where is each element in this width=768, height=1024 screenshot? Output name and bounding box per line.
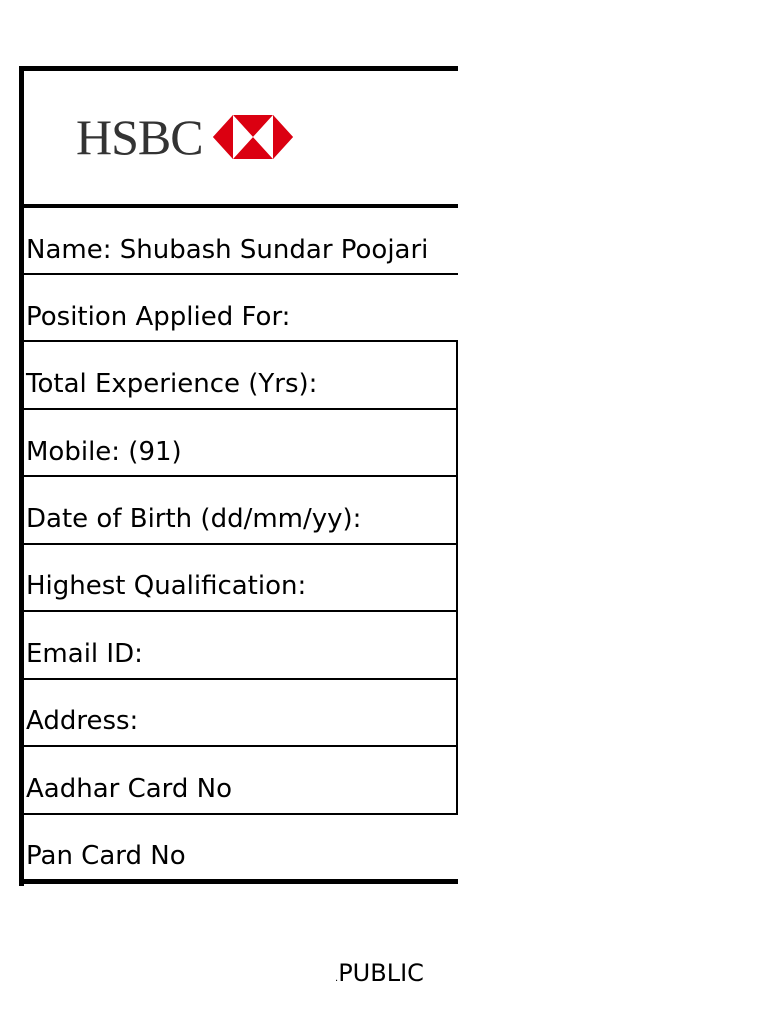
field-label: Address: bbox=[26, 706, 139, 736]
row-divider bbox=[24, 813, 458, 815]
field-label: Email ID: bbox=[26, 639, 143, 669]
hsbc-hexagon-icon bbox=[213, 115, 293, 159]
field-label: Highest Qualification: bbox=[26, 571, 307, 601]
row-divider bbox=[24, 610, 458, 612]
field-experience bbox=[24, 342, 457, 409]
form-right-border bbox=[456, 340, 458, 815]
application-form bbox=[19, 66, 458, 886]
field-name bbox=[24, 208, 457, 275]
field-email bbox=[24, 612, 457, 679]
field-label: Mobile: (91) bbox=[26, 437, 182, 467]
logo-text: HSBC bbox=[76, 109, 203, 165]
row-divider bbox=[24, 340, 458, 342]
row-divider bbox=[24, 475, 458, 477]
classification-footer bbox=[335, 958, 424, 994]
field-label: Date of Birth (dd/mm/yy): bbox=[26, 504, 362, 534]
field-address bbox=[24, 679, 457, 746]
logo-area bbox=[24, 71, 458, 205]
field-dob bbox=[24, 477, 457, 544]
footer-label: PUBLIC bbox=[338, 959, 424, 987]
field-mobile bbox=[24, 410, 457, 477]
field-aadhar bbox=[24, 747, 457, 814]
field-qualification bbox=[24, 544, 457, 611]
row-divider bbox=[24, 678, 458, 680]
field-position bbox=[24, 275, 457, 342]
row-divider bbox=[24, 543, 458, 545]
field-label: Pan Card No bbox=[26, 841, 186, 871]
field-pan bbox=[24, 814, 457, 881]
row-divider bbox=[24, 273, 458, 275]
form-bottom-border bbox=[19, 879, 458, 884]
hsbc-logo bbox=[76, 109, 293, 165]
row-divider bbox=[24, 408, 458, 410]
field-label: Name: Shubash Sundar Poojari bbox=[26, 235, 429, 265]
footer-prefix: . bbox=[335, 973, 339, 984]
row-divider bbox=[24, 745, 458, 747]
field-label: Total Experience (Yrs): bbox=[26, 369, 318, 399]
field-label: Aadhar Card No bbox=[26, 774, 233, 804]
field-label: Position Applied For: bbox=[26, 302, 291, 332]
